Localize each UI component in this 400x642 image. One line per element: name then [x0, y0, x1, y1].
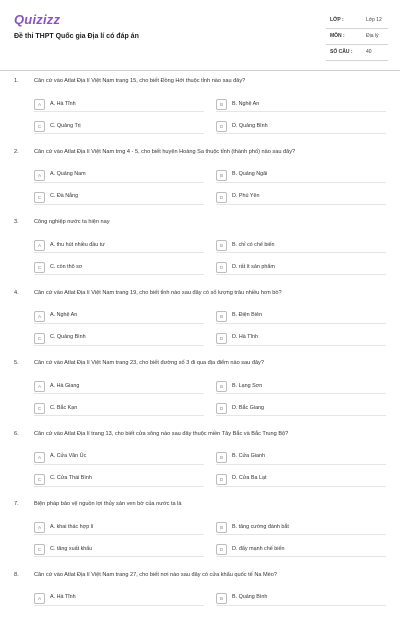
option-letter-box: B — [216, 593, 227, 604]
question-item — [0, 572, 400, 642]
option-underline — [34, 204, 204, 205]
answer-option[interactable] — [34, 262, 204, 273]
answer-option[interactable] — [34, 192, 204, 203]
answer-option[interactable] — [34, 474, 204, 485]
option-text: D. Quảng Bình — [232, 122, 268, 129]
option-underline — [216, 345, 386, 346]
quizizz-logo: Quizizz — [14, 12, 61, 27]
header-divider — [0, 70, 400, 71]
meta-key: MÔN : — [330, 33, 345, 39]
answer-option[interactable] — [34, 403, 204, 414]
document-title: Đề thi THPT Quốc gia Địa lí có đáp án — [14, 33, 139, 40]
option-letter-box: C — [34, 403, 45, 414]
option-letter-box: D — [216, 121, 227, 132]
option-letter-box: A — [34, 240, 45, 251]
option-underline — [216, 393, 386, 394]
meta-row-class — [326, 13, 388, 29]
option-underline — [216, 111, 386, 112]
answer-option[interactable] — [34, 544, 204, 555]
answer-option[interactable] — [216, 311, 386, 322]
answer-option[interactable] — [34, 121, 204, 132]
option-underline — [34, 393, 204, 394]
answer-option[interactable] — [34, 381, 204, 392]
option-underline — [34, 556, 204, 557]
option-text: D. Phú Yên — [232, 193, 260, 199]
question-number: 8. — [14, 571, 19, 578]
option-underline — [216, 534, 386, 535]
question-number: 4. — [14, 289, 19, 296]
answer-option[interactable] — [216, 522, 386, 533]
answer-option[interactable] — [34, 311, 204, 322]
option-letter-box: C — [34, 192, 45, 203]
option-text: B. Quảng Ngãi — [232, 171, 268, 177]
answer-option[interactable] — [34, 522, 204, 533]
option-letter-box: D — [216, 192, 227, 203]
option-letter-box: B — [216, 522, 227, 533]
question-text: Căn cứ vào Atlat Địa lí trang 13, cho biết cửa sông nào sau đây thuộc miền Tây Bắc và Bắc Trung Bộ? — [34, 430, 289, 437]
option-text: A. Hà Tĩnh — [50, 100, 76, 107]
question-number: 7. — [14, 501, 19, 507]
option-letter-box: A — [34, 311, 45, 322]
question-number: 1. — [14, 78, 19, 84]
question-number: 6. — [14, 430, 19, 437]
option-text: A. Nghệ An — [50, 312, 78, 318]
question-number: 5. — [14, 360, 19, 366]
option-letter-box: C — [34, 121, 45, 132]
question-item — [0, 431, 400, 501]
option-text: B. Quảng Bình — [232, 594, 268, 600]
option-text: A. Hà Tĩnh — [50, 594, 76, 600]
option-letter-box: B — [216, 311, 227, 322]
question-text: Căn cứ vào Atlat Địa lí Việt Nam trang 19, cho biết tỉnh nào sau đây có số lượng trâu nhiều hơn bò? — [34, 289, 282, 296]
option-text: B. tăng cường đánh bắt — [232, 523, 289, 530]
option-text: D. Hà Tĩnh — [232, 334, 258, 340]
option-text: C. Quảng Trị — [50, 122, 81, 129]
option-underline — [216, 133, 386, 134]
answer-option[interactable] — [34, 593, 204, 604]
answer-option[interactable] — [216, 240, 386, 251]
option-letter-box: A — [34, 170, 45, 181]
answer-option[interactable] — [34, 240, 204, 251]
answer-option[interactable] — [216, 192, 386, 203]
option-letter-box: D — [216, 262, 227, 273]
option-text: B. Cửa Gianh — [232, 453, 265, 459]
meta-value: Lớp 12 — [366, 17, 382, 23]
option-underline — [34, 345, 204, 346]
option-text: D. đẩy mạnh chế biến — [232, 545, 285, 552]
question-text: Công nghiệp nước ta hiện nay — [34, 219, 110, 225]
option-letter-box: D — [216, 403, 227, 414]
question-text: Biện pháp bảo vệ nguồn lợi thủy sản ven bờ của nước ta là — [34, 501, 182, 507]
document-header — [0, 0, 400, 70]
option-underline — [34, 415, 204, 416]
option-letter-box: D — [216, 474, 227, 485]
option-text: C. tăng xuất khẩu — [50, 545, 93, 552]
option-letter-box: C — [34, 544, 45, 555]
option-letter-box: B — [216, 452, 227, 463]
option-underline — [34, 274, 204, 275]
answer-option[interactable] — [216, 170, 386, 181]
answer-option[interactable] — [216, 99, 386, 110]
option-text: D. Bắc Giang — [232, 404, 265, 411]
option-text: B. Lạng Sơn — [232, 382, 263, 389]
question-text: Căn cứ vào Atlat Địa lí Việt Nam trng 4 - 5, cho biết huyện Hoàng Sa thuộc tỉnh (thành phố) nào sau đây? — [34, 148, 296, 155]
option-letter-box: B — [216, 99, 227, 110]
option-text: C. Đà Nẵng — [50, 193, 79, 199]
option-underline — [34, 464, 204, 465]
answer-option[interactable] — [34, 333, 204, 344]
option-text: C. còn thô sơ — [50, 263, 83, 270]
answer-option[interactable] — [216, 381, 386, 392]
meta-row-count — [326, 45, 388, 61]
option-underline — [216, 323, 386, 324]
question-number: 2. — [14, 148, 19, 155]
option-letter-box: B — [216, 240, 227, 251]
meta-value: 40 — [366, 49, 372, 55]
answer-option[interactable] — [216, 474, 386, 485]
option-letter-box: D — [216, 544, 227, 555]
option-letter-box: D — [216, 333, 227, 344]
answer-option[interactable] — [216, 333, 386, 344]
question-item — [0, 219, 400, 289]
option-text: C. Quảng Bình — [50, 334, 86, 340]
answer-option[interactable] — [216, 544, 386, 555]
option-letter-box: A — [34, 99, 45, 110]
option-letter-box: A — [34, 593, 45, 604]
answer-option[interactable] — [34, 170, 204, 181]
option-letter-box: A — [34, 452, 45, 463]
option-underline — [216, 204, 386, 205]
option-text: D. rất ít sản phẩm — [232, 263, 275, 270]
question-item — [0, 501, 400, 571]
option-letter-box: C — [34, 474, 45, 485]
meta-value: Địa lý — [366, 33, 379, 39]
answer-option[interactable] — [216, 452, 386, 463]
question-item — [0, 149, 400, 219]
option-letter-box: B — [216, 170, 227, 181]
question-item — [0, 290, 400, 360]
answer-option[interactable] — [34, 99, 204, 110]
option-underline — [34, 252, 204, 253]
option-text: A. Cửa Văn Úc — [50, 453, 87, 459]
option-underline — [216, 464, 386, 465]
question-text: Căn cứ vào Atlat Địa lí Việt Nam trang 27, cho biết nơi nào sau đây có cửa khẩu quốc tế Na Mèo? — [34, 571, 278, 578]
question-text: Căn cứ vào Atlat Địa lí Việt Nam trang 15, cho biết Đồng Hới thuộc tỉnh nào sau đây? — [34, 78, 246, 84]
answer-option[interactable] — [216, 403, 386, 414]
option-underline — [216, 252, 386, 253]
question-item — [0, 360, 400, 430]
question-text: Căn cứ vào Atlat Địa lí Việt Nam trang 23, cho biết đường số 3 đi qua địa điểm nào sau đây? — [34, 360, 264, 366]
option-text: A. Hà Giang — [50, 382, 80, 389]
option-text: D. Cửa Ba Lạt — [232, 475, 267, 481]
option-underline — [34, 111, 204, 112]
option-letter-box: A — [34, 381, 45, 392]
meta-key: LỚP : — [330, 17, 344, 23]
answer-option[interactable] — [34, 452, 204, 463]
answer-option[interactable] — [216, 121, 386, 132]
option-letter-box: C — [34, 333, 45, 344]
option-text: C. Bắc Kạn — [50, 404, 78, 411]
option-underline — [34, 182, 204, 183]
option-letter-box: C — [34, 262, 45, 273]
option-text: B. chỉ có chế biến — [232, 241, 275, 248]
option-underline — [216, 605, 386, 606]
option-text: A. thu hút nhiều đầu tư — [50, 241, 105, 248]
option-letter-box: B — [216, 381, 227, 392]
option-text: A. Quảng Nam — [50, 171, 86, 177]
meta-table — [326, 13, 388, 61]
answer-option[interactable] — [216, 262, 386, 273]
option-underline — [34, 486, 204, 487]
option-underline — [216, 182, 386, 183]
option-underline — [216, 556, 386, 557]
option-text: A. khai thác hợp lí — [50, 523, 94, 530]
option-text: B. Nghệ An — [232, 100, 260, 107]
question-number: 3. — [14, 219, 19, 225]
option-underline — [34, 133, 204, 134]
option-underline — [34, 323, 204, 324]
meta-key: SỐ CÂU : — [330, 49, 353, 55]
option-underline — [34, 605, 204, 606]
option-underline — [216, 486, 386, 487]
question-item — [0, 78, 400, 148]
option-letter-box: A — [34, 522, 45, 533]
option-text: B. Điện Biên — [232, 312, 262, 318]
option-text: C. Cửa Thái Bình — [50, 475, 92, 481]
meta-row-subject — [326, 29, 388, 45]
answer-option[interactable] — [216, 593, 386, 604]
option-underline — [34, 534, 204, 535]
option-underline — [216, 274, 386, 275]
option-underline — [216, 415, 386, 416]
